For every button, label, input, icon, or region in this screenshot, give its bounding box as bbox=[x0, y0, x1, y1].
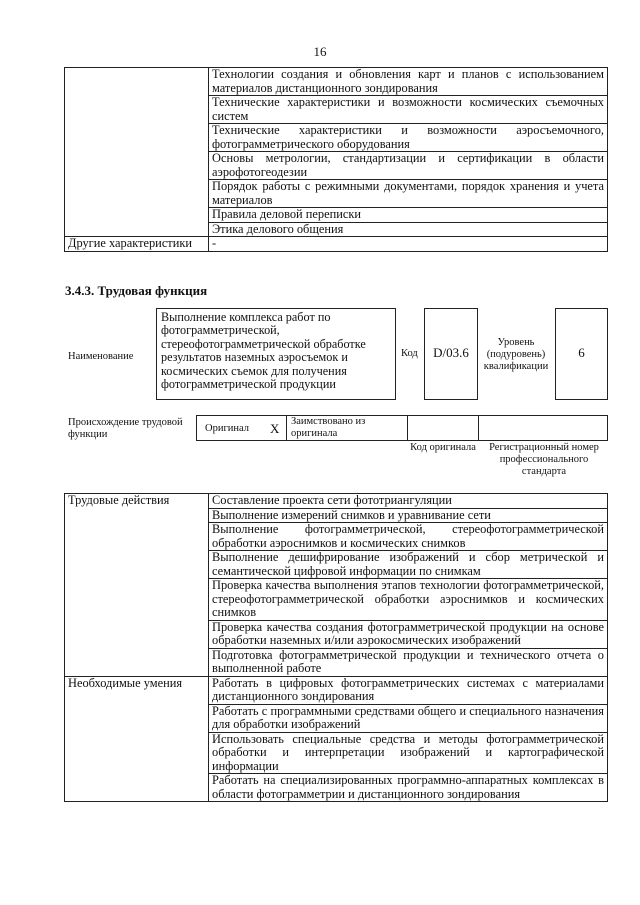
labor-row-label: Трудовые действия bbox=[65, 494, 209, 677]
table-row bbox=[65, 676, 608, 704]
function-name-box bbox=[156, 308, 396, 400]
labor-item: Выполнение измерений снимков и уравнивание сети bbox=[209, 508, 608, 523]
code-box bbox=[424, 308, 478, 400]
code-value: D/03.6 bbox=[433, 345, 469, 360]
knowledge-item: Технические характеристики и возможности космических съемочных систем bbox=[209, 96, 608, 124]
labor-item: Работать с программными средствами общего и специального назначения для обработки изображений bbox=[209, 704, 608, 732]
labor-item: Работать на специализированных программно-аппаратных комплексах в области фотограмметрии и дистанционного зондирования bbox=[209, 774, 608, 802]
code-label: Код bbox=[401, 348, 418, 359]
knowledge-item: Порядок работы с режимными документами, порядок хранения и учета материалов bbox=[209, 180, 608, 208]
labor-item: Работать в цифровых фотограмметрических системах с материалами дистанционного зондирования bbox=[209, 676, 608, 704]
original-label: Оригинал bbox=[205, 423, 249, 434]
original-mark: X bbox=[270, 421, 280, 436]
level-value: 6 bbox=[578, 345, 585, 360]
page-number: 16 bbox=[313, 44, 327, 59]
labor-item: Выполнение фотограмметрической, стереофотограмметрической обработки аэроснимков и космических снимков bbox=[209, 523, 608, 551]
level-label: Уровень (подуровень) квалификации bbox=[483, 337, 549, 372]
knowledge-item: Правила деловой переписки bbox=[209, 208, 608, 223]
borrowed-label: Заимствовано из оригинала bbox=[291, 416, 366, 439]
labor-actions-table bbox=[64, 493, 608, 802]
labor-item: Проверка качества создания фотограмметрической продукции на основе обработки наземных и/или аэрокосмических изображений bbox=[209, 620, 608, 648]
section-heading: 3.4.3. Трудовая функция bbox=[65, 283, 208, 298]
code-caption: Код оригинала bbox=[410, 442, 476, 453]
table-row bbox=[65, 68, 608, 96]
name-label: Наименование bbox=[68, 351, 134, 362]
knowledge-item: Основы метрологии, стандартизации и сертификации в области аэрофотогеодезии bbox=[209, 152, 608, 180]
knowledge-row-label bbox=[65, 68, 209, 237]
knowledge-row-label: Другие характеристики bbox=[65, 237, 209, 252]
knowledge-item: Технологии создания и обновления карт и планов с использованием материалов дистанционного зондирования bbox=[209, 68, 608, 96]
knowledge-item: Технические характеристики и возможности аэросъемочного, фотограмметрического оборудования bbox=[209, 124, 608, 152]
origin-label: Происхождение трудовой функции bbox=[68, 417, 183, 440]
reg-caption: Регистрационный номер профессионального стандарта bbox=[489, 442, 599, 477]
level-box bbox=[555, 308, 608, 400]
labor-item: Подготовка фотограмметрической продукции и технического отчета о выполненной работе bbox=[209, 648, 608, 676]
knowledge-table bbox=[64, 67, 608, 252]
labor-row-label: Необходимые умения bbox=[65, 676, 209, 802]
table-row bbox=[65, 494, 608, 509]
function-name-value: Выполнение комплекса работ по фотограмметрической, стереофотограмметрической обработке результатов наземных аэросъемок и космических съемок для получения фотограмметрической продукции bbox=[161, 310, 366, 392]
origin-box bbox=[196, 415, 608, 441]
labor-item: Проверка качества выполнения этапов технологии фотограмметрической, стереофотограмметрической обработки аэроснимков и космических снимков bbox=[209, 579, 608, 621]
labor-item: Выполнение дешифрирование изображений и сбор метрической и семантической цифровой информации по снимкам bbox=[209, 551, 608, 579]
knowledge-item: Этика делового общения bbox=[209, 222, 608, 237]
knowledge-item: - bbox=[209, 237, 608, 252]
labor-item: Составление проекта сети фототриангуляции bbox=[209, 494, 608, 509]
labor-item: Использовать специальные средства и методы фотограмметрической обработки и интерпретации изображений и картографической информации bbox=[209, 732, 608, 774]
table-row bbox=[65, 237, 608, 252]
